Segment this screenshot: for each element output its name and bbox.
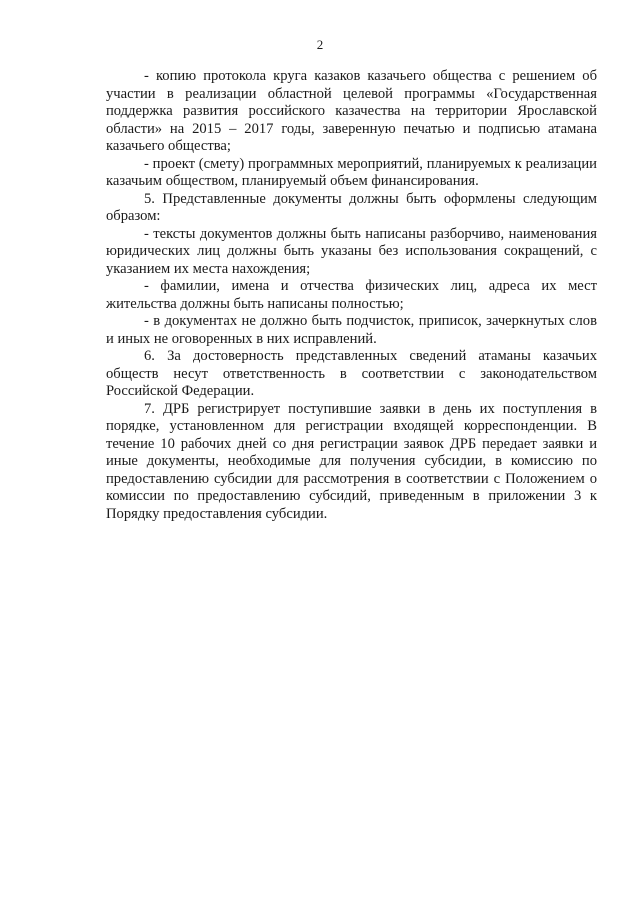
paragraph-project-estimate: - проект (смету) программных мероприятий, планируемых к реализации казачьим обществом, планируемый объем финансирования. — [106, 155, 597, 189]
paragraph-no-corrections: - в документах не должно быть подчисток, приписок, зачеркнутых слов и иных не оговоренных в них исправлений. — [106, 313, 597, 347]
paragraph-item-5: 5. Представленные документы должны быть оформлены следующим образом: — [106, 190, 597, 224]
paragraph-item-7: 7. ДРБ регистрирует поступившие заявки в день их поступления в порядке, установленном для регистрации входящей корреспонденции. В течение 10 рабочих дней со дня регистрации заявок ДРБ передает заявки и иные документы, необходимые для получения субсидии, в комиссию по предоставлению субсидии для рассмотрения в соответствии с Положением о комиссии по предоставлению субсидий, приведенным в приложении 3 к Порядку предоставления субсидии. — [106, 400, 597, 522]
document-body — [106, 68, 597, 523]
paragraph-protocol-copy: - копию протокола круга казаков казачьего общества с решением об участии в реализации областной целевой программы «Государственная поддержка развития российского казачества на территории Ярославской области» на 2015 – 2017 годы, заверенную печатью и подписью атамана казачьего общества; — [106, 68, 597, 154]
paragraph-full-names: - фамилии, имена и отчества физических лиц, адреса их мест жительства должны быть написаны полностью; — [106, 278, 597, 312]
paragraph-item-6: 6. За достоверность представленных сведений атаманы казачьих обществ несут ответственность в соответствии с законодательством Российской Федерации. — [106, 348, 597, 399]
page-number: 2 — [316, 37, 324, 52]
paragraph-text-legibility: - тексты документов должны быть написаны разборчиво, наименования юридических лиц должны быть указаны без использования сокращений, с указанием их места нахождения; — [106, 225, 597, 277]
